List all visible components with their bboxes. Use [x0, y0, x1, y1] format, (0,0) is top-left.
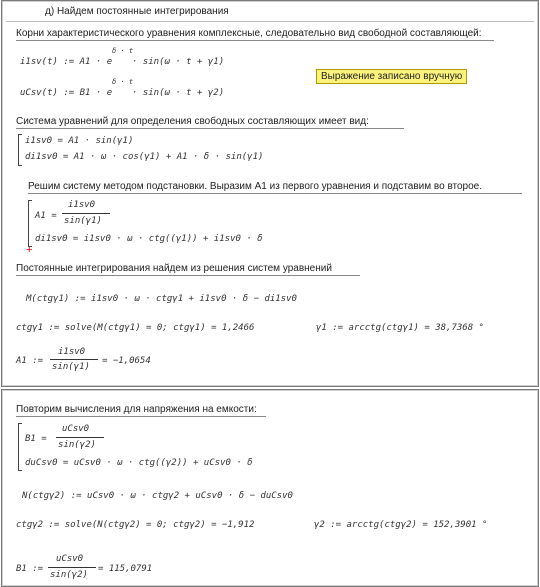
eq-ucsv-left[interactable]: uCsv(t) := B1 · e: [20, 88, 113, 98]
n-function[interactable]: N(ctgγ2) := uCsv0 · ω · ctgγ2 + uCsv0 · δ − duCsv0: [22, 491, 293, 501]
sys-b2[interactable]: duCsv0 = uCsv0 · ω · ctg((γ2)) + uCsv0 · δ: [25, 458, 253, 468]
repeat-text: Повторим вычисления для напряжения на емкости:: [16, 404, 257, 415]
sys-b1-denominator: sin(γ2): [58, 440, 96, 450]
underline: [16, 128, 404, 129]
ctg-gamma2-solve[interactable]: ctgγ2 := solve(N(ctgγ2) = 0; ctgγ2) = −1,912: [16, 520, 255, 530]
fraction-bar: [62, 213, 110, 214]
b1-denominator: sin(γ2): [50, 570, 88, 580]
sys-b1-numerator: uCsv0: [62, 424, 90, 434]
eq-i1sv-left[interactable]: i1sv(t) := A1 · e: [20, 57, 113, 67]
manual-note: Выражение записано вручную: [316, 69, 467, 84]
insertion-cross[interactable]: +: [26, 244, 33, 256]
gamma2-result[interactable]: γ2 := arcctg(ctgγ2) = 152,3901 °: [314, 520, 488, 530]
system-eq2[interactable]: di1sv0 = A1 · ω · cos(γ1) + A1 · δ · sin(γ1): [25, 152, 264, 162]
eq-ucsv-right: · sin(ω · t + γ2): [132, 88, 225, 98]
a1-value: = −1,0654: [102, 356, 151, 366]
bottom-worksheet-panel: [1, 389, 539, 587]
sub-a1-denominator: sin(γ1): [64, 216, 102, 226]
system-text: Система уравнений для определения свободных составляющих имеет вид:: [16, 116, 369, 127]
fraction-bar: [48, 567, 96, 568]
sub-a1-lhs[interactable]: A1 =: [35, 211, 57, 221]
separator: [6, 21, 534, 22]
sub-a1-numerator: i1sv0: [68, 200, 96, 210]
roots-text: Корни характеристического уравнения комплексные, следовательно вид свободной составляющей:: [16, 28, 482, 39]
a1-denominator: sin(γ1): [52, 362, 90, 372]
ctg-gamma1-solve[interactable]: ctgγ1 := solve(M(ctgγ1) = 0; ctgγ1) = 1,2466: [16, 323, 255, 333]
b1-numerator: uCsv0: [56, 554, 84, 564]
b1-value: = 115,0791: [98, 564, 153, 574]
substitution-brace: [28, 200, 32, 247]
substitution-text: Решим систему методом подстановки. Выразим А1 из первого уравнения и подставим во второе.: [28, 181, 483, 192]
m-function[interactable]: M(ctgγ1) := i1sv0 · ω · ctgγ1 + i1sv0 · δ − di1sv0: [26, 294, 297, 304]
underline: [16, 275, 360, 276]
fraction-bar: [56, 437, 104, 438]
a1-numerator: i1sv0: [58, 347, 86, 357]
eq-i1sv-exponent: δ · t: [112, 47, 134, 55]
b1-lhs[interactable]: B1 :=: [16, 564, 44, 574]
fraction-bar: [50, 359, 98, 360]
gamma1-result[interactable]: γ1 := arcctg(ctgγ1) = 38,7368 °: [316, 323, 484, 333]
constants-text: Постоянные интегрирования найдем из решения систем уравнений: [16, 263, 332, 274]
sys-b1-lhs[interactable]: B1 =: [25, 434, 47, 444]
eq-i1sv-right: · sin(ω · t + γ1): [132, 57, 225, 67]
eq-ucsv-exponent: δ · t: [112, 78, 134, 86]
a1-lhs[interactable]: A1 :=: [16, 356, 44, 366]
underline: [16, 40, 494, 41]
section-heading: д) Найдем постоянные интегрирования: [45, 6, 229, 17]
bottom-system-brace: [18, 423, 22, 471]
underline: [16, 416, 266, 417]
system-brace: [18, 134, 22, 166]
system-eq1[interactable]: i1sv0 = A1 · sin(γ1): [25, 136, 134, 146]
top-worksheet-panel: [1, 0, 539, 387]
underline: [28, 193, 522, 194]
sub-eq2[interactable]: di1sv0 = i1sv0 · ω · ctg((γ1)) + i1sv0 · δ: [35, 234, 263, 244]
